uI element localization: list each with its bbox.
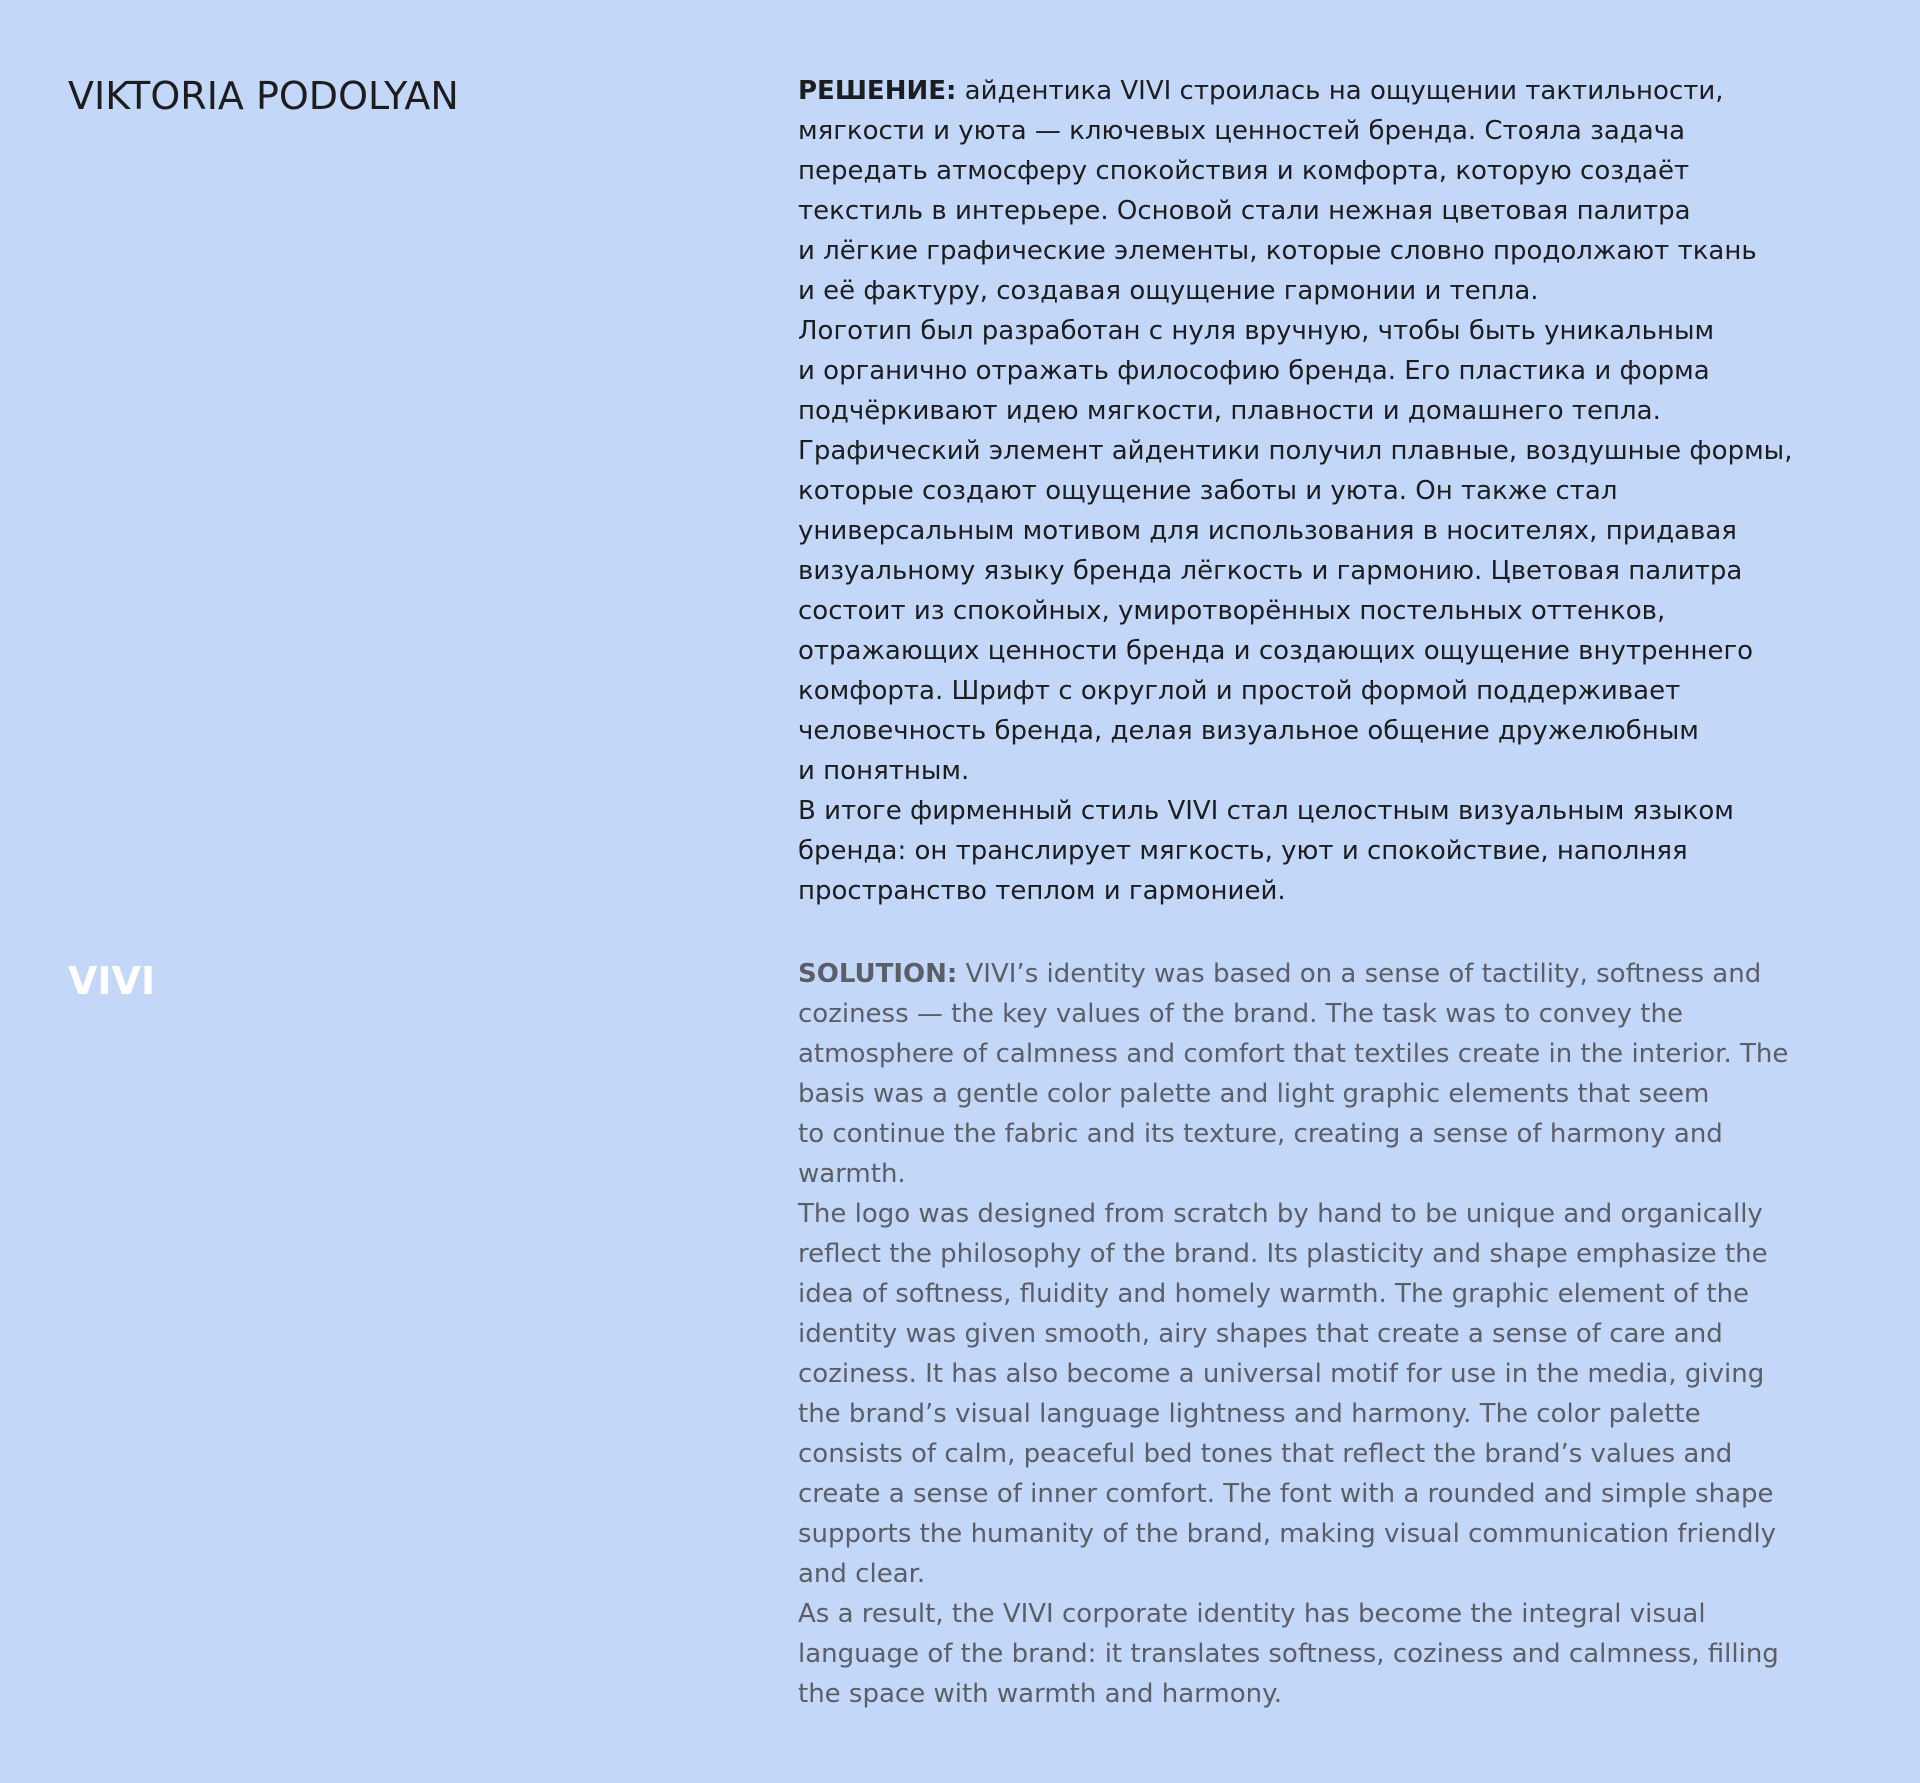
author-name: VIKTORIA PODOLYAN: [68, 74, 459, 118]
paragraph-line: отражающих ценности бренда и создающих ощущение внутреннего: [798, 636, 1754, 666]
paragraph-line: которые создают ощущение заботы и уюта. Он также стал: [798, 476, 1618, 506]
paragraph-line: [798, 71, 1903, 111]
paragraph-line: basis was a gentle color palette and light graphic elements that seem: [798, 1079, 1710, 1109]
paragraph-line: пространство теплом и гармонией.: [798, 876, 1286, 906]
paragraph-line: atmosphere of calmness and comfort that textiles create in the interior. The: [798, 1039, 1789, 1069]
paragraph-line: визуальному языку бренда лёгкость и гармонию. Цветовая палитра: [798, 556, 1743, 586]
paragraph-line: и органично отражать философию бренда. Его пластика и форма: [798, 356, 1710, 386]
paragraph-line: и понятным.: [798, 756, 970, 786]
paragraph-line: В итоге фирменный стиль VIVI стал целостным визуальным языком: [798, 796, 1734, 826]
paragraph-line: language of the brand: it translates softness, coziness and calmness, filling: [798, 1639, 1779, 1669]
paragraph-line: coziness. It has also become a universal motif for use in the media, giving: [798, 1359, 1765, 1389]
paragraph-line: Графический элемент айдентики получил плавные, воздушные формы,: [798, 436, 1793, 466]
solution-label: РЕШЕНИЕ:: [798, 76, 957, 106]
paragraph-line: человечность бренда, делая визуальное общение дружелюбным: [798, 716, 1699, 746]
solution-text-russian: [798, 71, 1903, 911]
paragraph-line: текстиль в интерьере. Основой стали нежная цветовая палитра: [798, 196, 1691, 226]
paragraph-line: the space with warmth and harmony.: [798, 1679, 1283, 1709]
paragraph-line: coziness — the key values of the brand. The task was to convey the: [798, 999, 1683, 1029]
paragraph-line: [798, 954, 1903, 994]
paragraph-line: and clear.: [798, 1559, 926, 1589]
paragraph-line: состоит из спокойных, умиротворённых постельных оттенков,: [798, 596, 1666, 626]
paragraph-line-text: VIVI’s identity was based on a sense of tactility, softness and: [957, 959, 1762, 989]
paragraph-line: consists of calm, peaceful bed tones that reflect the brand’s values and: [798, 1439, 1733, 1469]
paragraph-line: мягкости и уюта — ключевых ценностей бренда. Стояла задача: [798, 116, 1686, 146]
paragraph-line: warmth.: [798, 1159, 906, 1189]
paragraph-line: и лёгкие графические элементы, которые словно продолжают ткань: [798, 236, 1757, 266]
paragraph-line: reflect the philosophy of the brand. Its plasticity and shape emphasize the: [798, 1239, 1768, 1269]
solution-text-english: [798, 954, 1903, 1714]
paragraph-line: to continue the fabric and its texture, creating a sense of harmony and: [798, 1119, 1723, 1149]
paragraph-line: supports the humanity of the brand, making visual communication friendly: [798, 1519, 1777, 1549]
paragraph-line-text: айдентика VIVI строилась на ощущении тактильности,: [956, 76, 1724, 106]
paragraph-line: the brand’s visual language lightness and harmony. The color palette: [798, 1399, 1701, 1429]
paragraph-line: и её фактуру, создавая ощущение гармонии и тепла.: [798, 276, 1539, 306]
paragraph-line: create a sense of inner comfort. The font with a rounded and simple shape: [798, 1479, 1774, 1509]
paragraph-line: The logo was designed from scratch by hand to be unique and organically: [798, 1199, 1763, 1229]
paragraph-line: бренда: он транслирует мягкость, уют и спокойствие, наполняя: [798, 836, 1688, 866]
paragraph-line: Логотип был разработан с нуля вручную, чтобы быть уникальным: [798, 316, 1715, 346]
paragraph-line: idea of softness, fluidity and homely warmth. The graphic element of the: [798, 1279, 1750, 1309]
paragraph-line: комфорта. Шрифт с округлой и простой формой поддерживает: [798, 676, 1681, 706]
paragraph-line: передать атмосферу спокойствия и комфорта, которую создаёт: [798, 156, 1690, 186]
paragraph-line: identity was given smooth, airy shapes that create a sense of care and: [798, 1319, 1723, 1349]
paragraph-line: подчёркивают идею мягкости, плавности и домашнего тепла.: [798, 396, 1661, 426]
solution-label: SOLUTION:: [798, 959, 958, 989]
paragraph-line: универсальным мотивом для использования в носителях, придавая: [798, 516, 1737, 546]
project-name: VIVI: [68, 959, 156, 1003]
paragraph-line: As a result, the VIVI corporate identity has become the integral visual: [798, 1599, 1706, 1629]
